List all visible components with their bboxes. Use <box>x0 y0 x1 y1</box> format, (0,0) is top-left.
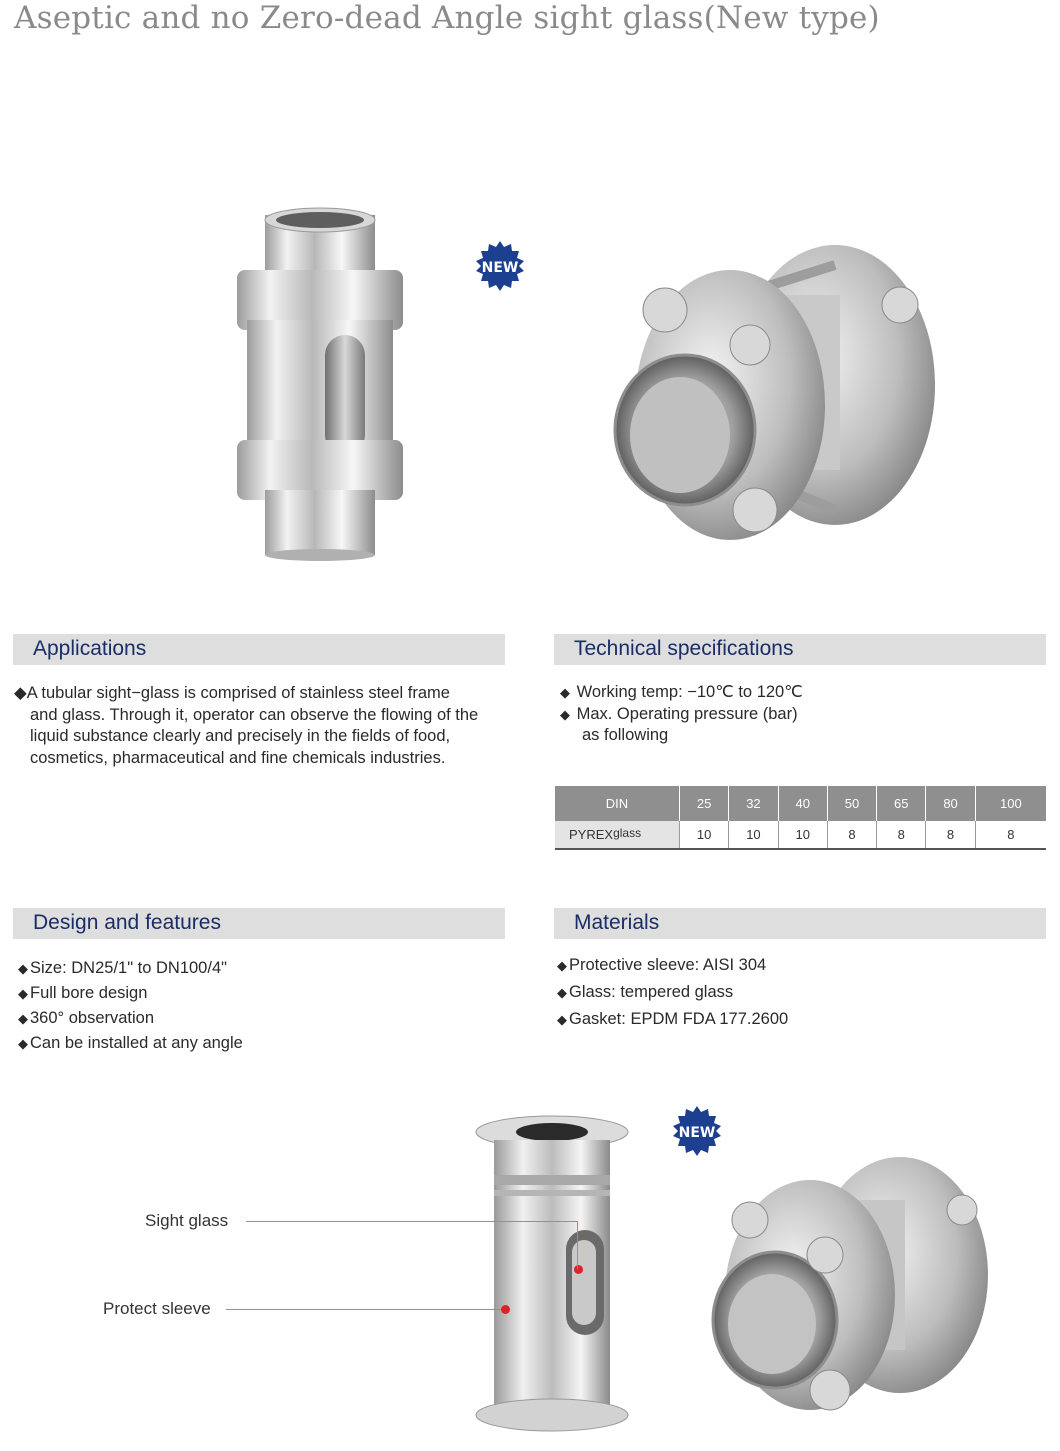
table-header-cell: 32 <box>729 786 778 821</box>
sight-glass-leader-line <box>246 1221 578 1222</box>
svg-text:NEW: NEW <box>481 260 519 276</box>
bullet-icon: ◆ <box>18 1011 28 1026</box>
bullet-icon: ◆ <box>18 1036 28 1051</box>
protect-sleeve-label: Protect sleeve <box>103 1299 211 1318</box>
applications-line: liquid substance clearly and precisely in the fields of food, <box>30 727 451 745</box>
table-header-cell: 80 <box>926 786 975 821</box>
svg-text:NEW: NEW <box>678 1125 716 1141</box>
row-label-sub: glass <box>613 826 642 840</box>
table-header-cell: 65 <box>877 786 926 821</box>
table-cell: 10 <box>729 821 778 849</box>
table-cell: 8 <box>877 821 926 849</box>
flanged-clamp-sight-glass-image <box>700 1150 1000 1435</box>
table-header-cell: 50 <box>827 786 876 821</box>
bullet-icon: ◆ <box>560 685 570 700</box>
applications-line: cosmetics, pharmaceutical and fine chemicals industries. <box>30 748 446 767</box>
applications-line: A tubular sight−glass is comprised of stainless steel frame <box>26 684 450 702</box>
sight-glass-marker-icon <box>574 1265 583 1274</box>
table-header-cell: 25 <box>680 786 729 821</box>
applications-header <box>13 634 505 665</box>
design-item: Full bore design <box>30 984 148 1002</box>
clamp-sight-glass-image <box>472 1110 632 1440</box>
technical-heading: Technical specifications <box>574 637 794 660</box>
flanged-sight-glass-image <box>600 235 950 560</box>
design-item: Size: DN25/1" to DN100/4" <box>30 959 227 977</box>
applications-heading: Applications <box>33 637 147 660</box>
table-row-label <box>555 821 680 849</box>
bullet-icon: ◆ <box>557 1012 567 1027</box>
table-cell: 8 <box>827 821 876 849</box>
table-cell: 10 <box>680 821 729 849</box>
sight-glass-leader-line-vertical <box>577 1221 578 1269</box>
pressure-table <box>555 786 1046 850</box>
table-cell: 8 <box>926 821 975 849</box>
design-header <box>13 908 505 939</box>
technical-header <box>554 634 1046 665</box>
bullet-icon: ◆ <box>557 985 567 1000</box>
protect-sleeve-marker-icon <box>501 1305 510 1314</box>
technical-list <box>560 682 803 747</box>
table-cell: 8 <box>975 821 1046 849</box>
bullet-icon: ◆ <box>557 958 567 973</box>
table-cell: 10 <box>778 821 827 849</box>
applications-line: and glass. Through it, operator can observe the flowing of the <box>30 705 479 724</box>
row-label-main: PYREX <box>569 827 614 842</box>
design-list <box>18 956 243 1056</box>
sight-glass-label: Sight glass <box>145 1211 229 1230</box>
bullet-icon: ◆ <box>560 706 570 722</box>
applications-description <box>14 683 478 769</box>
technical-item: Working temp: −10℃ to 120℃ <box>576 683 803 701</box>
materials-item: Protective sleeve: AISI 304 <box>569 956 767 974</box>
table-header-cell: DIN <box>555 786 680 821</box>
tubular-sight-glass-image <box>225 200 415 570</box>
design-heading: Design and features <box>33 911 221 934</box>
materials-item: Glass: tempered glass <box>569 983 734 1001</box>
materials-heading: Materials <box>574 911 660 934</box>
table-header-cell: 100 <box>975 786 1046 821</box>
protect-sleeve-leader-line <box>226 1309 506 1310</box>
bullet-icon: ◆ <box>14 684 27 702</box>
technical-item: Max. Operating pressure (bar) <box>576 704 798 723</box>
table-header-cell: 40 <box>778 786 827 821</box>
materials-item: Gasket: EPDM FDA 177.2600 <box>569 1010 789 1028</box>
table-row <box>555 821 1046 849</box>
new-badge-icon <box>474 240 526 292</box>
materials-list <box>557 952 788 1033</box>
bullet-icon: ◆ <box>18 986 28 1001</box>
page-title: Aseptic and no Zero-dead Angle sight glass(New type) <box>14 0 880 36</box>
table-header-row <box>555 786 1046 821</box>
materials-header <box>554 908 1046 939</box>
technical-continuation: as following <box>582 726 669 744</box>
design-item: Can be installed at any angle <box>30 1034 243 1052</box>
design-item: 360° observation <box>30 1009 155 1027</box>
bullet-icon: ◆ <box>18 961 28 976</box>
